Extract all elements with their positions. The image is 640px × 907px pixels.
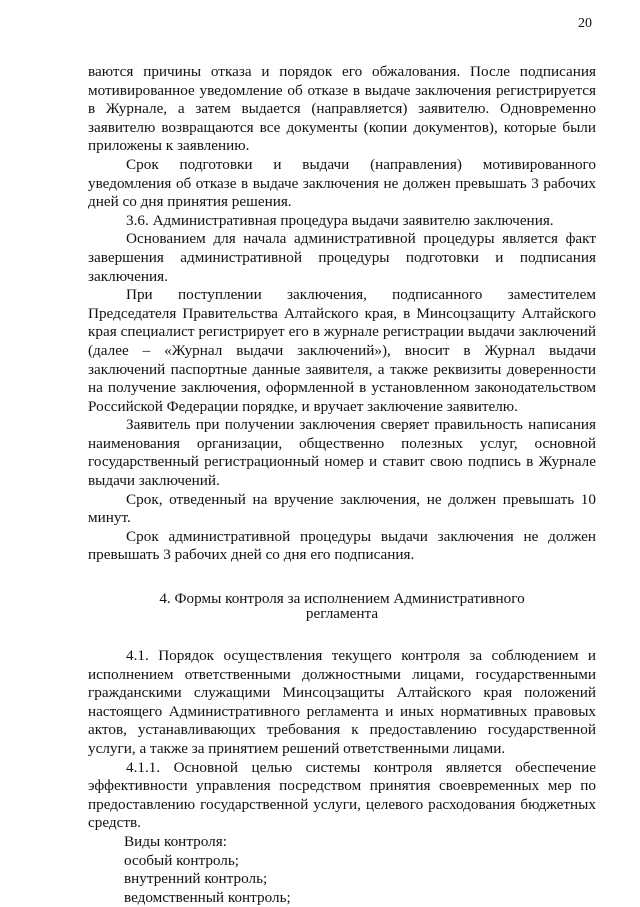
paragraph-refusal-deadline: Срок подготовки и выдачи (направления) мотивированного уведомления об отказе в выдаче заключения не должен превышать 3 рабочих дней со дня принятия решения. [88, 155, 596, 211]
list-item: ведомственный контроль; [124, 888, 291, 906]
control-types-title: Виды контроля: [124, 832, 227, 850]
paragraph-control-4-1-1: 4.1.1. Основной целью системы контроля является обеспечение эффективности управления посредством принятия своевременных мер по предоставлению государственной услуги, целевого расходования бюджетных средств. [88, 758, 596, 832]
section-heading: 4. Формы контроля за исполнением Административного регламента [159, 590, 525, 623]
paragraph-control-4-1: 4.1. Порядок осуществления текущего контроля за соблюдением и исполнением ответственными должностными лицами, государственными гражданскими служащими Минсоцзащиты Алтайского края положений настоящего Административного регламента и иных нормативных правовых актов, устанавливающих требования к предоставлению государственной услуги, а также за принятием решений ответственными лицами. [88, 647, 596, 757]
document-body [88, 63, 596, 907]
paragraph-registration: При поступлении заключения, подписанного заместителем Председателя Правительства Алтайского края, в Минсоцзащиту Алтайского края специалист регистрирует его в журнале регистрации выдачи заключений (далее – «Журнал выдачи заключений»), вносит в Журнал выдачи заключений паспортные данные заявителя, а также реквизиты доверенности на получение заключения, оформленной в установленном законодательством Российской Федерации порядке, и вручает заключение заявителю. [88, 286, 596, 415]
list-item: особый контроль; [124, 851, 240, 869]
paragraph-procedure-deadline: Срок административной процедуры выдачи заключения не должен превышать 3 рабочих дней со дня его подписания. [88, 527, 596, 564]
control-types-list [88, 833, 596, 907]
paragraph-procedure-3-6: 3.6. Административная процедура выдачи заявителю заключения. [126, 211, 554, 229]
page-number: 20 [578, 16, 592, 31]
paragraph-handover-time: Срок, отведенный на вручение заключения, не должен превышать 10 минут. [88, 490, 596, 527]
paragraph-continuation: ваются причины отказа и порядок его обжалования. После подписания мотивированное уведомление об отказе в выдаче заключения регистрируется в Журнале, а затем выдается (направляется) заявителю. Одновременно заявителю возвращаются все документы (копии документов), которые были приложены к заявлению. [88, 63, 596, 155]
paragraph-procedure-basis: Основанием для начала административной процедуры является факт завершения административной процедуры подготовки и подписания заключения. [88, 230, 596, 285]
paragraph-applicant-check: Заявитель при получении заключения сверяет правильность написания наименования организации, общественно полезных услуг, основной государственный регистрационный номер и ставит свою подпись в Журнале выдачи заключений. [88, 416, 596, 490]
list-item: внутренний контроль; [124, 870, 268, 888]
